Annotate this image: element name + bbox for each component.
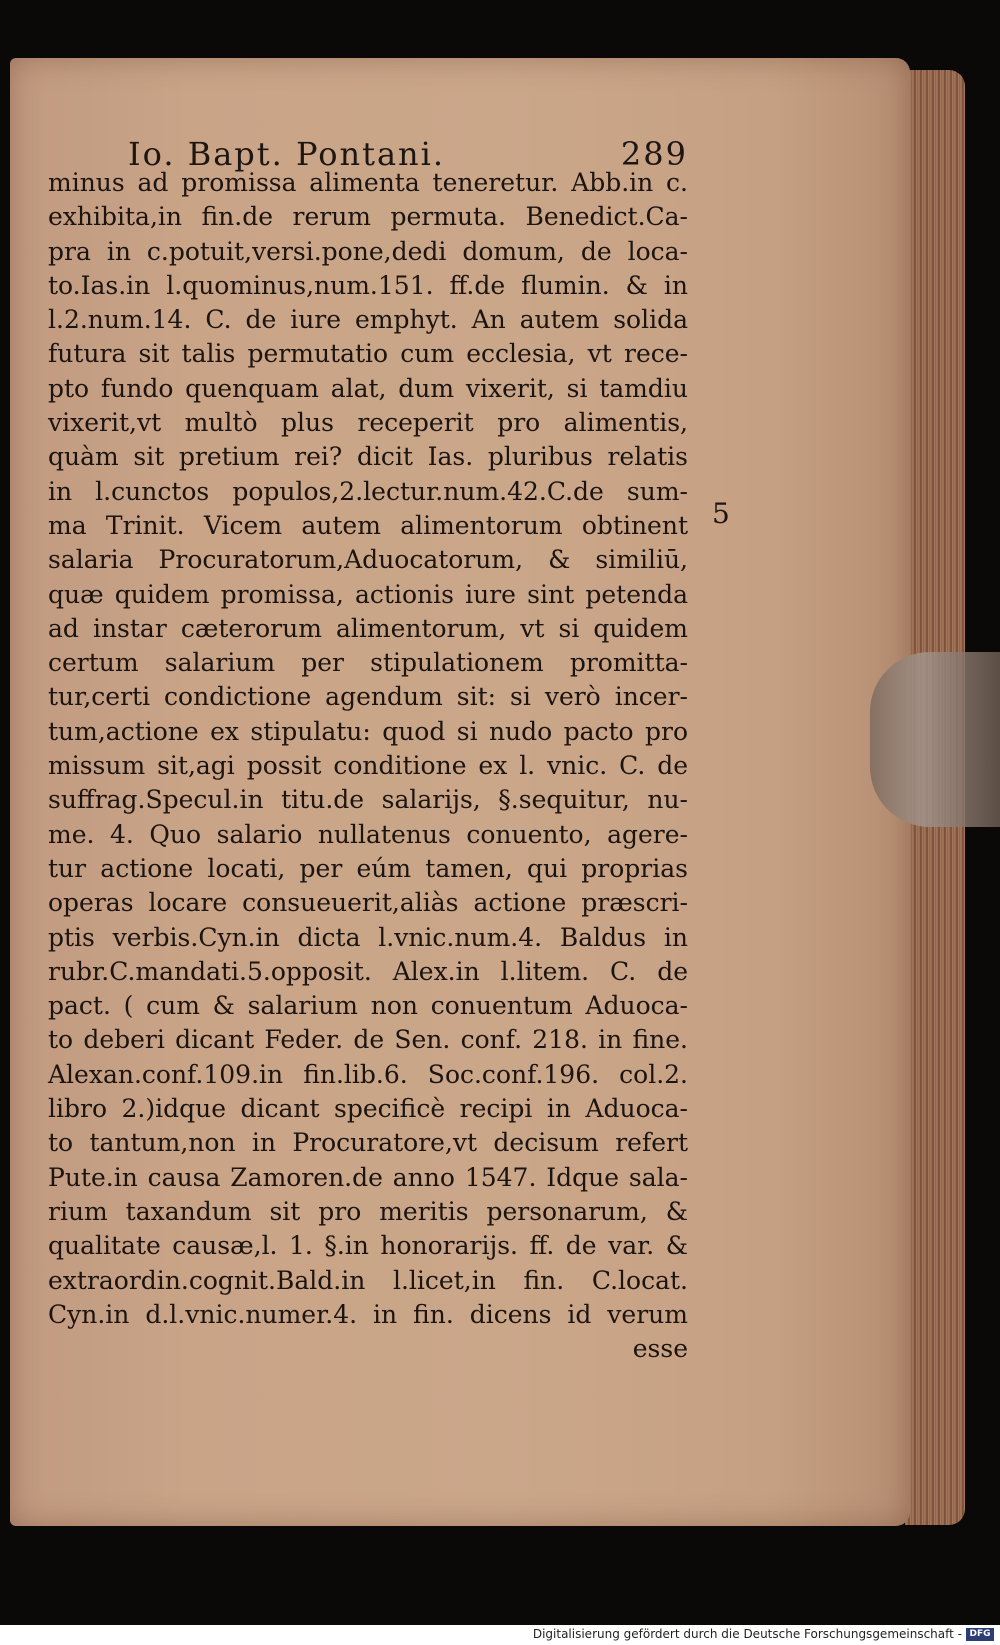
text-line: to tantum,non in Procuratore,vt decisum refert: [48, 1128, 688, 1158]
text-line: futura sit talis permutatio cum ecclesia, vt rece-: [48, 339, 688, 369]
text-line: Pute.in causa Zamoren.de anno 1547. Idque sala-: [48, 1162, 688, 1192]
text-line: qualitate causæ,l. 1. §.in honorarijs. ff. de var. &: [48, 1231, 688, 1261]
text-line: pact. ( cum & salarium non conuentum Aduoca-: [48, 991, 688, 1021]
text-line: suffrag.Specul.in titu.de salarijs, §.sequitur, nu-: [48, 785, 688, 815]
main-text: [48, 166, 688, 1366]
text-line: ma Trinit. Vicem autem alimentorum obtinent: [48, 510, 688, 540]
text-line: tum,actione ex stipulatu: quod si nudo pacto pro: [48, 716, 688, 746]
text-line: tur,certi condictione agendum sit: si verò incer-: [48, 682, 688, 712]
text-line: l.2.num.14. C. de iure emphyt. An autem solida: [48, 305, 688, 335]
footer-bar: [0, 1625, 1000, 1645]
text-line: certum salarium per stipulationem promitta-: [48, 648, 688, 678]
text-line: libro 2.)idque dicant specificè recipi in Aduoca-: [48, 1094, 688, 1124]
running-title: Io. Bapt. Pontani.: [128, 135, 446, 173]
text-line: ad instar cæterorum alimentorum, vt si quidem: [48, 613, 688, 643]
text-line: pra in c.potuit,versi.pone,dedi domum, de loca-: [48, 236, 688, 266]
text-line: me. 4. Quo salario nullatenus conuento, agere-: [48, 819, 688, 849]
text-line: operas locare consueuerit,aliàs actione præscri-: [48, 888, 688, 918]
text-line: in l.cunctos populos,2.lectur.num.42.C.de sum-: [48, 476, 688, 506]
footer-credit: Digitalisierung gefördert durch die Deutsche Forschungsgemeinschaft -: [532, 1627, 962, 1641]
text-line: extraordin.cognit.Bald.in l.licet,in fin. C.locat.: [48, 1265, 688, 1295]
text-line: salaria Procuratorum,Aduocatorum, & similiū,: [48, 545, 688, 575]
folio-number: 289: [620, 135, 688, 173]
text-line: to deberi dicant Feder. de Sen. conf. 218. in fine.: [48, 1025, 688, 1055]
text-line: quàm sit pretium rei? dicit Ias. pluribus relatis: [48, 442, 688, 472]
text-line: minus ad promissa alimenta teneretur. Abb.in c.: [48, 168, 688, 197]
text-line: rium taxandum sit pro meritis personarum, &: [48, 1196, 688, 1226]
text-line: rubr.C.mandati.5.opposit. Alex.in l.litem. C. de: [48, 956, 688, 986]
margin-note: 5: [712, 497, 730, 530]
text-line: tur actione locati, per eúm tamen, qui proprias: [48, 853, 688, 883]
text-line: to.Ias.in l.quominus,num.151. ff.de flumin. & in: [48, 270, 688, 300]
catchword: esse: [632, 1334, 688, 1364]
text-line: ptis verbis.Cyn.in dicta l.vnic.num.4. Baldus in: [48, 922, 688, 952]
text-line: quæ quidem promissa, actionis iure sint petenda: [48, 579, 688, 609]
text-line: missum sit,agi possit conditione ex l. vnic. C. de: [48, 751, 688, 781]
text-line: pto fundo quenquam alat, dum vixerit, si tamdiu: [48, 373, 688, 403]
text-line: Alexan.conf.109.in fin.lib.6. Soc.conf.196. col.2.: [48, 1059, 688, 1089]
dfg-logo: DFG: [966, 1628, 994, 1641]
text-line: vixerit,vt multò plus receperit pro alimentis,: [48, 408, 688, 438]
text-line: exhibita,in fin.de rerum permuta. Benedict.Ca-: [48, 202, 688, 232]
page-clip: [870, 652, 1000, 827]
text-line: Cyn.in d.l.vnic.numer.4. in fin. dicens id verum: [48, 1299, 688, 1329]
